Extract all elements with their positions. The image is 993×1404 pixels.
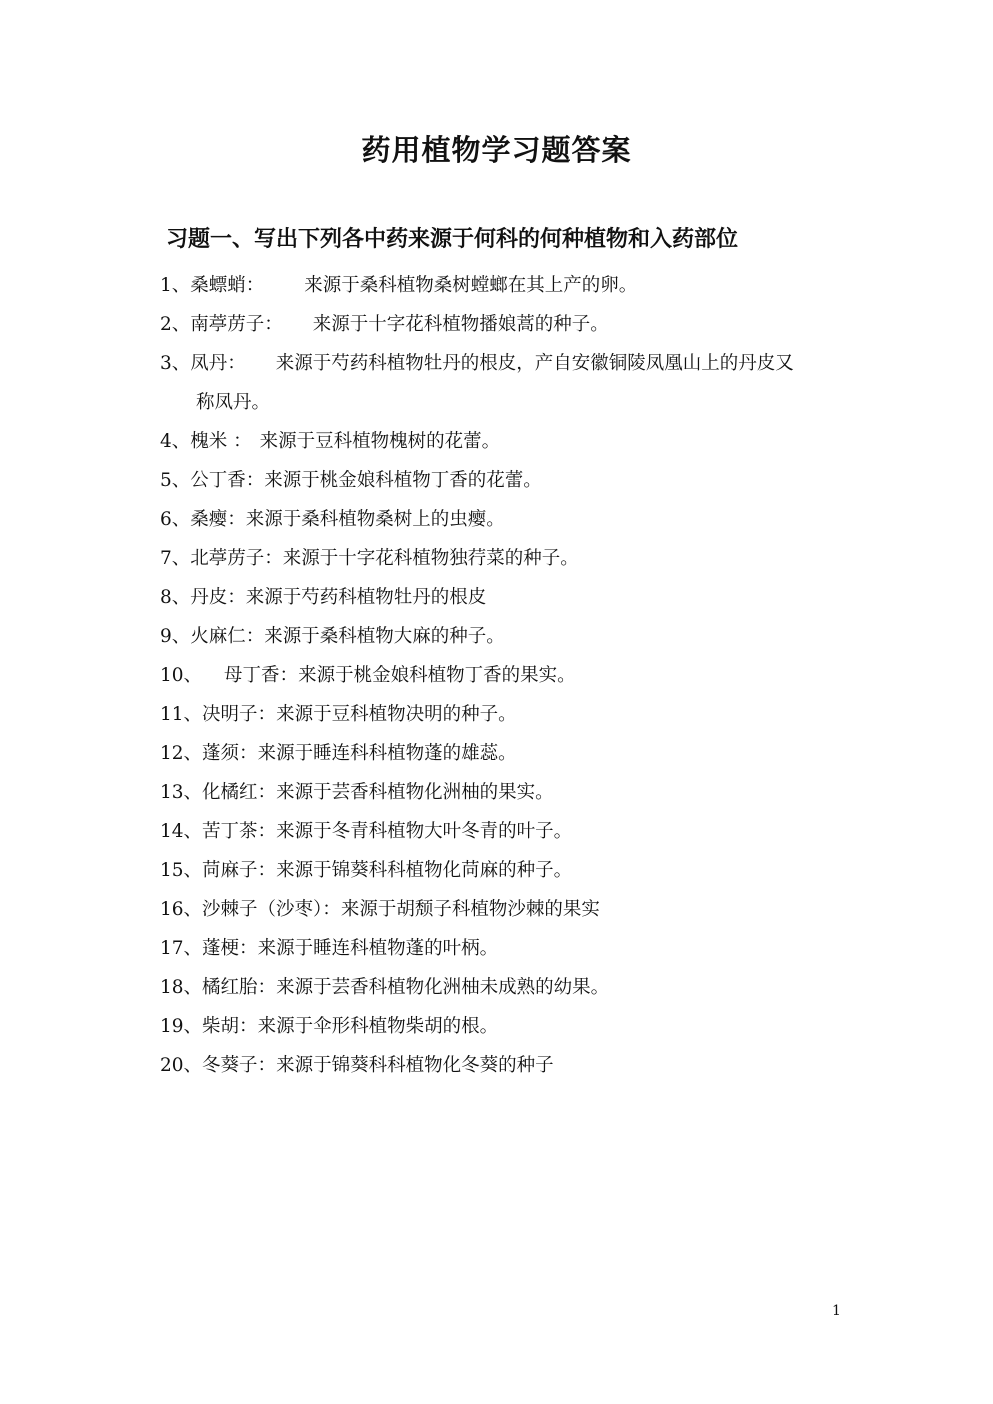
item-source: 来源于豆科植物槐树的花蕾。	[259, 431, 501, 452]
list-item	[160, 500, 860, 539]
item-number: 15、	[160, 860, 203, 881]
item-number: 19、	[160, 1016, 203, 1037]
list-item	[160, 929, 860, 968]
item-source: 来源于桃金娘科植物丁香的花蕾。	[264, 470, 542, 491]
page-number: 1	[832, 1303, 841, 1319]
item-name: 北葶苈子：	[190, 548, 283, 569]
item-name: 橘红胎：	[202, 977, 277, 998]
item-source: 来源于十字花科植物独荇菜的种子。	[282, 548, 579, 569]
item-source: 来源于胡颓子科植物沙棘的果实	[340, 899, 600, 920]
list-item	[160, 734, 860, 773]
item-name: 化橘红：	[202, 782, 277, 803]
item-source: 来源于桑科植物桑树螳螂在其上产的卵。	[304, 275, 638, 296]
list-item	[160, 773, 860, 812]
item-name: 丹皮：	[190, 587, 246, 608]
item-name: 南葶苈子：	[190, 314, 283, 335]
item-number: 3、	[160, 353, 191, 374]
item-name: 火麻仁：	[190, 626, 265, 647]
list-item	[160, 617, 860, 656]
item-number: 17、	[160, 938, 203, 959]
item-source: 来源于十字花科植物播娘蒿的种子。	[312, 314, 609, 335]
page-title: 药用植物学习题答案	[361, 133, 632, 167]
item-source: 来源于豆科植物决明的种子。	[276, 704, 517, 725]
item-name: 苦丁茶：	[202, 821, 277, 842]
item-source-continued: 称凤丹。	[196, 392, 271, 413]
item-source: 来源于锦葵科科植物化苘麻的种子。	[276, 860, 573, 881]
item-source: 来源于芸香科植物化洲柚的果实。	[276, 782, 554, 803]
item-name: 母丁香：	[224, 665, 299, 686]
item-source: 来源于芸香科植物化洲柚未成熟的幼果。	[276, 977, 610, 998]
list-item	[160, 266, 860, 305]
item-source: 来源于睡连科植物蓬的叶柄。	[257, 938, 499, 959]
list-item	[160, 968, 860, 1007]
item-name: 桑螵蛸：	[190, 275, 265, 296]
list-item	[160, 656, 860, 695]
item-source: 来源于芍药科植物牡丹的根皮	[245, 587, 487, 608]
item-number: 7、	[160, 548, 191, 569]
list-item	[160, 344, 860, 422]
item-name: 公丁香：	[190, 470, 265, 491]
list-item	[160, 461, 860, 500]
item-name: 蓬梗：	[202, 938, 258, 959]
list-item	[160, 890, 860, 929]
item-number: 16、	[160, 899, 203, 920]
item-name: 蓬须：	[202, 743, 258, 764]
item-number: 18、	[160, 977, 203, 998]
item-number: 4、	[160, 431, 191, 452]
answer-list	[160, 266, 860, 1085]
list-item	[160, 851, 860, 890]
item-name: 桑瘿：	[190, 509, 246, 530]
item-number: 2、	[160, 314, 191, 335]
item-source: 来源于伞形科植物柴胡的根。	[257, 1016, 499, 1037]
item-name: 凤丹：	[190, 353, 246, 374]
item-number: 10、	[160, 665, 203, 686]
item-name: 冬葵子：	[202, 1055, 277, 1076]
item-number: 9、	[160, 626, 191, 647]
item-source: 来源于桃金娘科植物丁香的果实。	[298, 665, 576, 686]
item-name: 沙棘子（沙枣）：	[202, 899, 341, 920]
item-source: 来源于锦葵科科植物化冬葵的种子	[276, 1055, 554, 1076]
item-name: 决明子：	[202, 704, 277, 725]
list-item	[160, 812, 860, 851]
list-item	[160, 695, 860, 734]
item-number: 5、	[160, 470, 191, 491]
item-number: 12、	[160, 743, 203, 764]
list-item	[160, 1046, 860, 1085]
item-number: 20、	[160, 1055, 203, 1076]
item-number: 11、	[160, 704, 203, 725]
item-number: 8、	[160, 587, 191, 608]
section-heading: 习题一、写出下列各中药来源于何科的何种植物和入药部位	[166, 226, 739, 252]
item-number: 1、	[160, 275, 191, 296]
list-item	[160, 422, 860, 461]
list-item	[160, 578, 860, 617]
item-name: 苘麻子：	[202, 860, 277, 881]
item-source: 来源于睡连科科植物蓬的雄蕊。	[257, 743, 517, 764]
item-source: 来源于冬青科植物大叶冬青的叶子。	[276, 821, 573, 842]
list-item	[160, 1007, 860, 1046]
list-item	[160, 305, 860, 344]
item-number: 6、	[160, 509, 191, 530]
list-item	[160, 539, 860, 578]
item-source: 来源于芍药科植物牡丹的根皮，产自安徽铜陵凤凰山上的丹皮又	[275, 353, 794, 374]
item-number: 14、	[160, 821, 203, 842]
item-name: 柴胡：	[202, 1016, 258, 1037]
item-source: 来源于桑科植物大麻的种子。	[264, 626, 505, 647]
item-source: 来源于桑科植物桑树上的虫瘿。	[245, 509, 505, 530]
item-number: 13、	[160, 782, 203, 803]
item-name: 槐米 ：	[190, 431, 252, 452]
